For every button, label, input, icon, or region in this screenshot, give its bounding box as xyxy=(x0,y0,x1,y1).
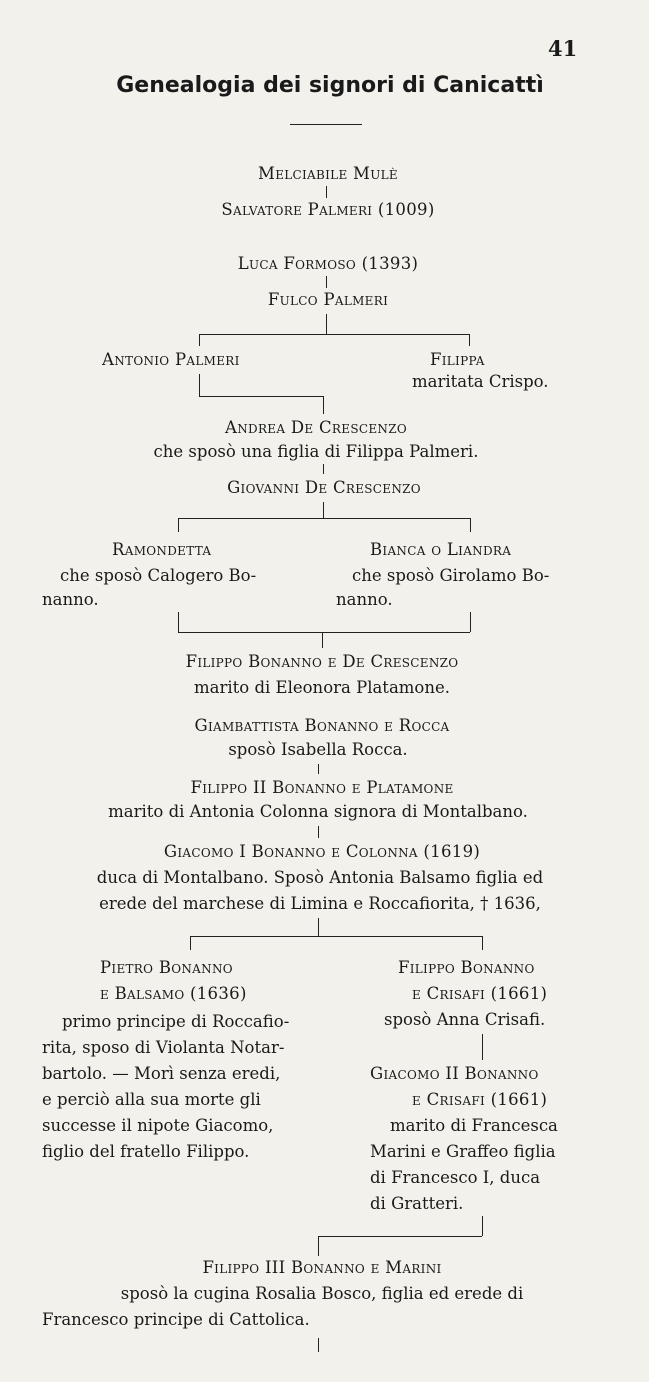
descent-line xyxy=(323,502,324,518)
branch-line xyxy=(178,518,179,532)
person-andrea-note: che sposò una figlia di Filippa Palmeri. xyxy=(153,442,479,461)
descent-line xyxy=(482,1034,483,1060)
descent-line xyxy=(323,464,324,474)
person-filippo-ii-note: marito di Antonia Colonna signora di Montalbano. xyxy=(108,802,528,821)
page-title: Genealogia dei signori di Canicattì xyxy=(116,73,544,98)
branch-line xyxy=(318,1236,482,1237)
branch-line xyxy=(190,936,482,937)
descent-line xyxy=(323,396,324,414)
branch-line xyxy=(178,518,470,519)
descent-line xyxy=(322,632,323,648)
person-salvatore: Salvatore Palmeri (1009) xyxy=(221,200,435,219)
person-filippo-i: Filippo Bonanno e De Crescenzo xyxy=(185,652,459,671)
descent-line xyxy=(318,826,319,838)
person-pietro-note: figlio del fratello Filippo. xyxy=(42,1142,250,1161)
person-pietro-note: bartolo. — Morì senza eredi, xyxy=(42,1064,281,1083)
descent-line xyxy=(178,612,179,632)
descent-line xyxy=(199,374,200,396)
person-bianca: Bianca o Liandra xyxy=(370,540,512,559)
person-pietro-note: rita, sposo di Violanta Notar- xyxy=(42,1038,285,1057)
person-filippo-i-note: marito di Eleonora Platamone. xyxy=(194,678,450,697)
person-giacomo-ii-note: di Francesco I, duca xyxy=(370,1168,541,1187)
person-bianca-note: che sposò Girolamo Bo- xyxy=(352,566,550,585)
person-ramondetta: Ramondetta xyxy=(112,540,212,559)
person-filippo-iii-note: Francesco principe di Cattolica. xyxy=(42,1310,310,1329)
person-giacomo-ii-note: marito di Francesca xyxy=(390,1116,558,1135)
descent-line xyxy=(326,186,327,198)
person-ramondetta-note: che sposò Calogero Bo- xyxy=(60,566,257,585)
descent-line xyxy=(318,764,319,774)
branch-line xyxy=(199,334,469,335)
person-filippa-note: maritata Crispo. xyxy=(412,372,549,391)
person-filippo-iii: Filippo III Bonanno e Marini xyxy=(202,1258,442,1277)
person-filippo-bonanno-note: sposò Anna Crisafi. xyxy=(384,1010,546,1029)
page-number: 41 xyxy=(548,36,578,61)
person-pietro: Pietro Bonanno xyxy=(100,958,233,977)
person-giambattista: Giambattista Bonanno e Rocca xyxy=(194,716,450,735)
descent-line xyxy=(470,612,471,632)
person-pietro-note: e perciò alla sua morte gli xyxy=(42,1090,261,1109)
person-filippa: Filippa xyxy=(430,350,485,369)
person-antonio: Antonio Palmeri xyxy=(102,350,240,369)
person-filippo-bonanno: Filippo Bonanno xyxy=(398,958,535,977)
person-filippo-bonanno: e Crisafi (1661) xyxy=(412,984,548,1003)
title-rule xyxy=(290,124,362,125)
branch-line xyxy=(470,518,471,532)
branch-line xyxy=(469,334,470,346)
descent-line xyxy=(318,1338,319,1352)
descent-line xyxy=(482,1216,483,1236)
person-ramondetta-note: nanno. xyxy=(42,590,99,609)
person-giacomo-ii-note: Marini e Graffeo figlia xyxy=(370,1142,556,1161)
person-filippo-ii: Filippo II Bonanno e Platamone xyxy=(190,778,454,797)
person-filippo-iii-note: sposò la cugina Rosalia Bosco, figlia ed erede di xyxy=(120,1284,524,1303)
person-pietro-note: primo principe di Roccafio- xyxy=(62,1012,290,1031)
branch-line xyxy=(190,936,191,950)
person-pietro-note: successe il nipote Giacomo, xyxy=(42,1116,274,1135)
branch-line xyxy=(199,396,323,397)
person-giacomo-ii: e Crisafi (1661) xyxy=(412,1090,548,1109)
person-andrea: Andrea De Crescenzo xyxy=(225,418,407,437)
person-pietro: e Balsamo (1636) xyxy=(100,984,247,1003)
branch-line xyxy=(178,632,470,633)
person-giambattista-note: sposò Isabella Rocca. xyxy=(228,740,408,759)
branch-line xyxy=(482,936,483,950)
descent-line xyxy=(326,314,327,334)
branch-line xyxy=(199,334,200,346)
descent-line xyxy=(326,276,327,288)
person-luca: Luca Formoso (1393) xyxy=(237,254,419,273)
person-giacomo-ii-note: di Gratteri. xyxy=(370,1194,464,1213)
person-melciabile: Melciabile Mulè xyxy=(258,164,398,183)
descent-line xyxy=(318,918,319,936)
person-giovanni: Giovanni De Crescenzo xyxy=(227,478,421,497)
person-giacomo-i-note: duca di Montalbano. Sposò Antonia Balsamo figlia ed xyxy=(96,868,544,887)
person-fulco: Fulco Palmeri xyxy=(267,290,389,309)
person-bianca-note: nanno. xyxy=(336,590,393,609)
person-giacomo-ii: Giacomo II Bonanno xyxy=(370,1064,539,1083)
person-giacomo-i-note: erede del marchese di Limina e Roccafiorita, † 1636, xyxy=(99,894,541,913)
descent-line xyxy=(318,1236,319,1256)
person-giacomo-i: Giacomo I Bonanno e Colonna (1619) xyxy=(163,842,481,861)
